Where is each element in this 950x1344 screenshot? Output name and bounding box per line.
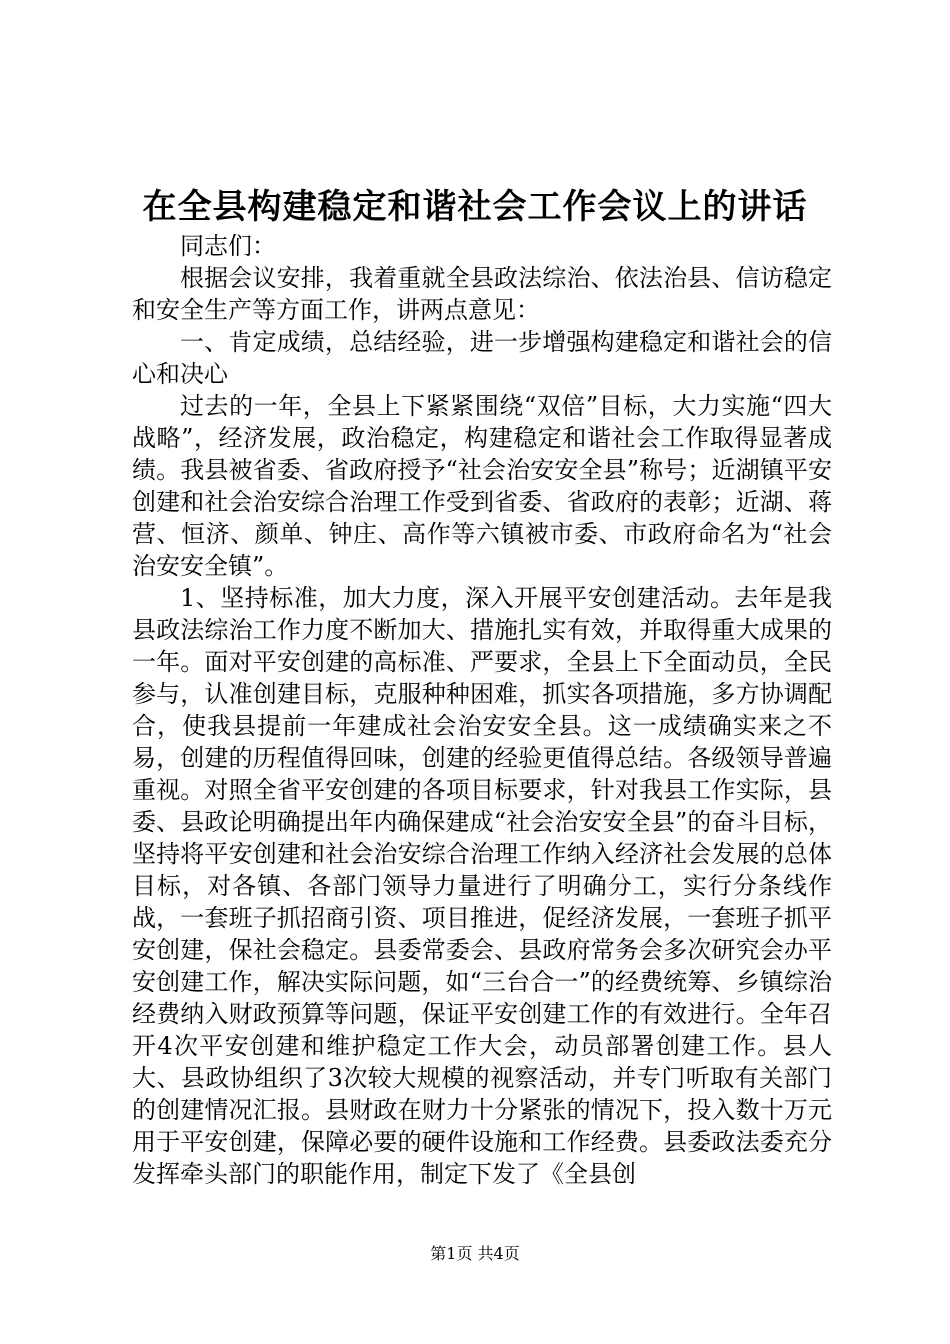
section-heading: 一、肯定成绩，总结经验，进一步增强构建稳定和谐社会的信心和决心 bbox=[132, 328, 832, 388]
salutation-paragraph: 同志们： bbox=[180, 232, 276, 260]
document-body bbox=[132, 230, 832, 1190]
page-footer: 第1页 共4页 bbox=[430, 1244, 520, 1263]
body-paragraph: 过去的一年，全县上下紧紧围绕“双倍”目标，大力实施“四大战略”，经济发展，政治稳定，构建稳定和谐社会工作取得显著成绩。我县被省委、省政府授予“社会治安安全县”称号；近湖镇平安创建和社会治安综合治理工作受到省委、省政府的表彰；近湖、蒋营、恒济、颜单、钟庄、高作等六镇被市委、市政府命名为“社会治安安全镇”。 bbox=[132, 392, 832, 580]
document-title: 在全县构建稳定和谐社会工作会议上的讲话 bbox=[142, 187, 808, 227]
body-paragraph: 1、坚持标准，加大力度，深入开展平安创建活动。去年是我县政法综治工作力度不断加大、措施扎实有效，并取得重大成果的一年。面对平安创建的高标准、严要求，全县上下全面动员，全民参与，认准创建目标，克服种种困难，抓实各项措施，多方协调配合，使我县提前一年建成社会治安安全县。这一成绩确实来之不易，创建的历程值得回味，创建的经验更值得总结。各级领导普遍重视。对照全省平安创建的各项目标要求，针对我县工作实际，县委、县政论明确提出年内确保建成“社会治安安全县”的奋斗目标，坚持将平安创建和社会治安综合治理工作纳入经济社会发展的总体目标，对各镇、各部门领导力量进行了明确分工，实行分条线作战，一套班子抓招商引资、项目推进，促经济发展，一套班子抓平安创建，保社会稳定。县委常委会、县政府常务会多次研究会办平安创建工作，解决实际问题，如“三台合一”的经费统筹、乡镇综治经费纳入财政预算等问题，保证平安创建工作的有效进行。全年召开4次平安创建和维护稳定工作大会，动员部署创建工作。县人大、县政协组织了3次较大规模的视察活动，并专门听取有关部门的创建情况汇报。县财政在财力十分紧张的情况下，投入数十万元用于平安创建，保障必要的硬件设施和工作经费。县委政法委充分发挥牵头部门的职能作用，制定下发了《全县创 bbox=[132, 584, 832, 1188]
intro-paragraph: 根据会议安排，我着重就全县政法综治、依法治县、信访稳定和安全生产等方面工作，讲两点意见： bbox=[132, 264, 832, 324]
